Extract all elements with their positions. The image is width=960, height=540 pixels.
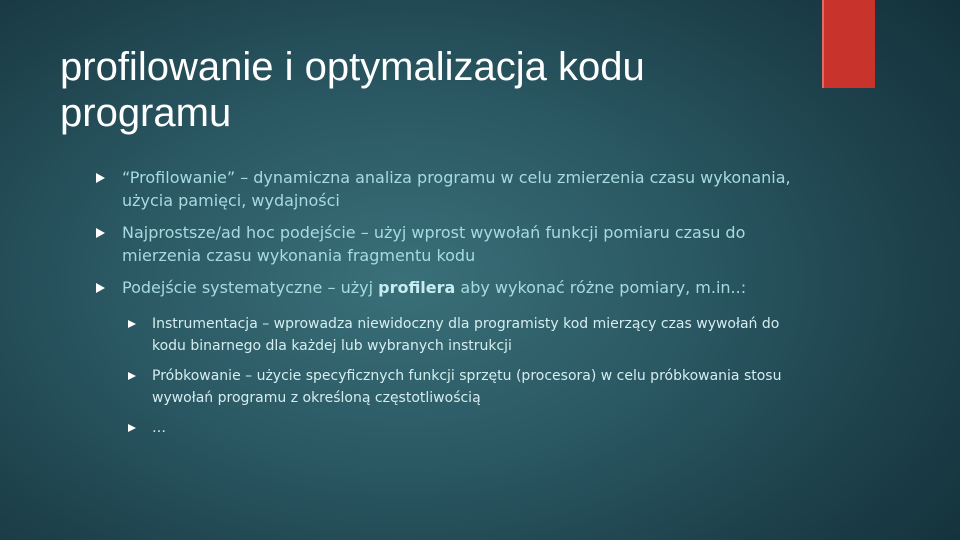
accent-bar	[822, 0, 875, 88]
triangle-bullet-icon	[128, 320, 136, 328]
bullet-item	[96, 221, 796, 267]
sub-bullet-item	[128, 365, 796, 409]
sub-bullet-text: …	[152, 420, 166, 436]
sub-bullet-text: Próbkowanie – użycie specyficznych funkcji sprzętu (procesora) w celu próbkowania stosu wywołań programu z określoną częstotliwością	[152, 368, 782, 406]
bullet-text-end: aby wykonać różne pomiary, m.in..:	[455, 278, 747, 297]
bullet-list	[96, 166, 796, 447]
sub-bullet-text: Instrumentacja – wprowadza niewidoczny dla programisty kod mierzący czas wywołań do kodu binarnego dla każdej lub wybranych instrukcji	[152, 316, 780, 354]
triangle-bullet-icon	[96, 228, 105, 238]
bullet-text-start: Podejście systematyczne – użyj	[122, 278, 379, 297]
triangle-bullet-icon	[128, 424, 136, 432]
bullet-item	[96, 276, 796, 299]
bullet-text: “Profilowanie” – dynamiczna analiza programu w celu zmierzenia czasu wykonania, użycia pamięci, wydajności	[122, 168, 791, 210]
triangle-bullet-icon	[96, 173, 105, 183]
bullet-item	[96, 166, 796, 212]
bullet-text: Najprostsze/ad hoc podejście – użyj wprost wywołań funkcji pomiaru czasu do mierzenia czasu wykonania fragmentu kodu	[122, 223, 746, 265]
bullet-bold-term: profilera	[378, 278, 456, 297]
triangle-bullet-icon	[128, 372, 136, 380]
sub-bullet-item	[128, 313, 796, 357]
triangle-bullet-icon	[96, 283, 105, 293]
sub-bullet-item	[128, 417, 796, 439]
slide-title: profilowanie i optymalizacja kodu programu	[60, 45, 645, 135]
